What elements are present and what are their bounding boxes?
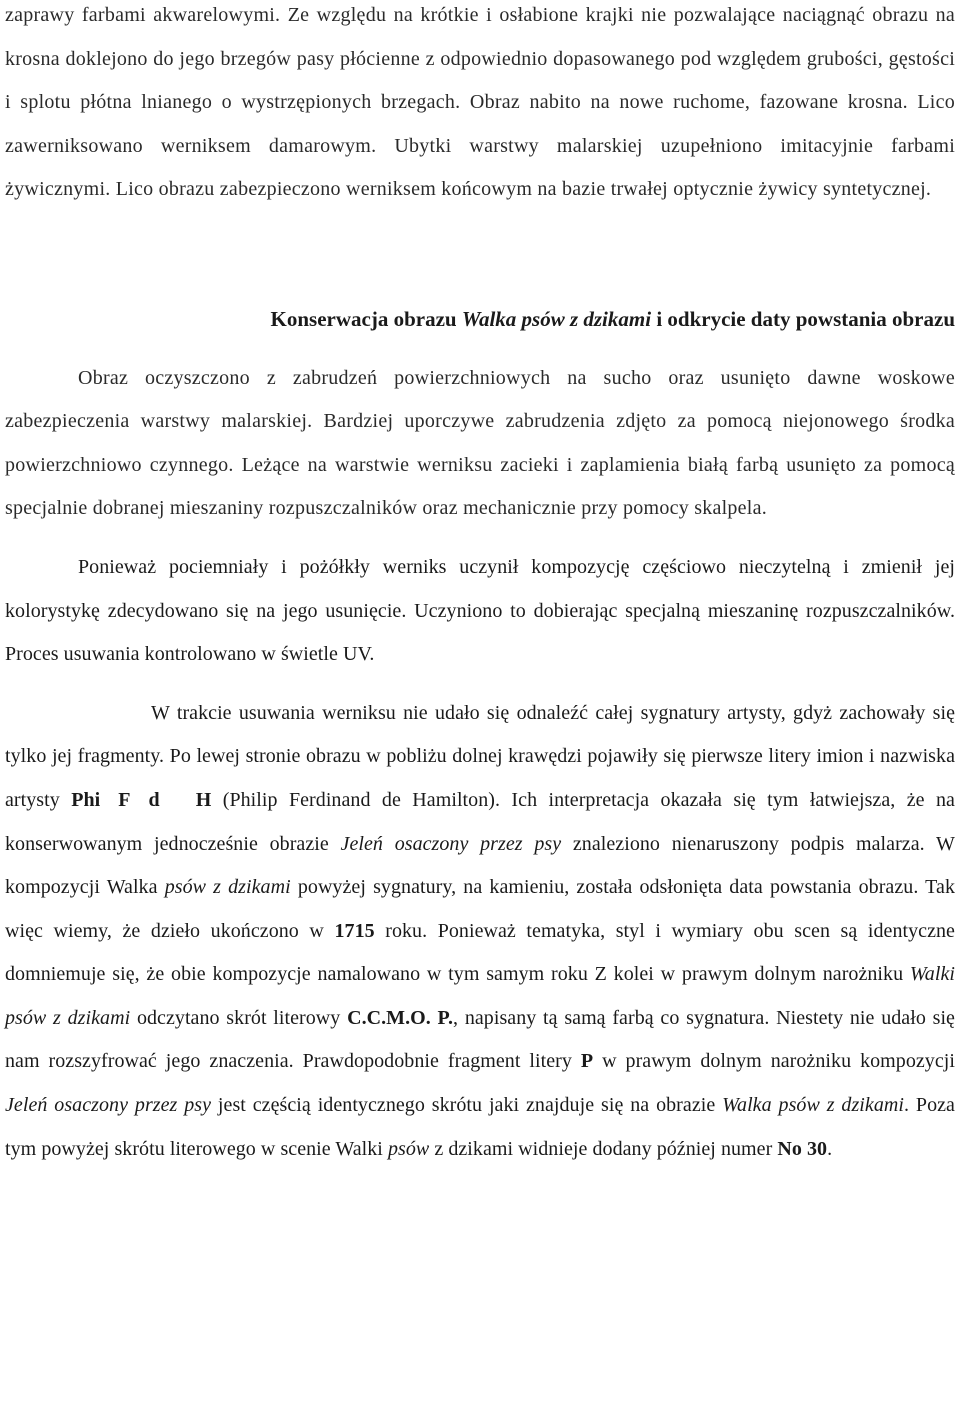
painting-year: 1715: [334, 919, 375, 942]
text-run: (Philip Ferdinand de Hamilton). Ich interpretacja okazała się tym łatwiejsza, że na konserwowanym jednocześnie obrazie: [5, 788, 955, 855]
paragraph-signature-discovery: [5, 692, 955, 1172]
text-run: w prawym dolnym narożniku kompozycji: [593, 1050, 955, 1073]
paragraph-canvas-treatment: zaprawy farbami akwarelowymi. Ze względu na krótkie i osłabione krajki nie pozwalające naciągnąć obrazu na krosna doklejono do jego brzegów pasy płócienne z odpowiednio dopasowanego pod względem grubości, gęstości i splotu płótna lnianego o wystrzępionych brzegach. Obraz nabito na nowe ruchome, fazowane krosna. Lico zawerniksowano werniksem damarowym. Ubytki warstwy malarskiej uzupełniono imitacyjnie farbami żywicznymi. Lico obrazu zabezpieczono werniksem końcowym na bazie trwałej optycznie żywicy syntetycznej.: [5, 4, 955, 201]
heading-text-before: Konserwacja obrazu: [270, 306, 462, 331]
painting-title: psów z dzikami: [164, 876, 291, 899]
signature-fragment: d: [148, 788, 160, 811]
letter-fragment: P: [580, 1050, 594, 1073]
text-run: jest częścią identycznego skrótu jaki znajduje się na obrazie: [211, 1094, 723, 1117]
letter-abbreviation: C.C.M.O. P.: [347, 1006, 454, 1029]
signature-fragment: Phi: [71, 788, 101, 811]
signature-fragment: H: [195, 788, 212, 811]
document-page: [5, 0, 955, 1171]
heading-painting-title: Walka psów z dzikami: [461, 306, 652, 331]
text-run: .: [827, 1137, 833, 1160]
text-run: roku. Ponieważ tematyka, styl i wymiary obu scen są identyczne domniemuje się, że obie kompozycje namalowano w tym samym roku Z kolei w prawym dolnym narożniku: [5, 919, 955, 986]
text-run: , napisany tą samą farbą co sygnatura. Niestety nie udało się nam rozszyfrować jego znaczenia. Prawdopodobnie fragment litery: [5, 1006, 955, 1073]
painting-title: Jeleń osaczony przez psy: [340, 832, 562, 855]
text-run: . Poza tym powyżej skrótu literowego w scenie Walki: [5, 1094, 955, 1160]
paragraph-cleaning: Obraz oczyszczono z zabrudzeń powierzchniowych na sucho oraz usunięto dawne woskowe zabezpieczenia warstwy malarskiej. Bardziej uporczywe zabrudzenia zdjęto za pomocą niejonowego środka powierzchniowo czynnego. Leżące na warstwie werniksu zacieki i zaplamienia białą farbą usunięto za pomocą specjalnie dobranej mieszaniny rozpuszczalników oraz mechanicznie przy pomocy skalpela.: [5, 366, 955, 520]
section-heading: [5, 298, 955, 342]
text-run: z dzikami widnieje dodany później numer: [429, 1137, 778, 1160]
signature-fragment: F: [118, 788, 131, 811]
heading-text-after: i odkrycie daty powstania obrazu: [651, 306, 955, 331]
text-run: W trakcie usuwania werniksu nie udało się odnaleźć całej sygnatury artysty, gdyż zachowały się tylko jej fragmenty. Po lewej stronie obrazu w pobliżu dolnej krawędzi pojawiły się pierwsze litery imion i nazwiska artysty: [5, 701, 955, 811]
paragraph-varnish-removal: Ponieważ pociemniały i pożółkły werniks uczynił kompozycję częściowo nieczytelną i zmienił jej kolorystykę zdecydowano się na jego usunięcie. Uczyniono to dobierając specjalną mieszaninę rozpuszczalników. Proces usuwania kontrolowano w świetle UV.: [5, 555, 955, 666]
text-run: znaleziono nienaruszony podpis malarza. W kompozycji Walka: [5, 832, 955, 899]
text-run: powyżej sygnatury, na kamieniu, została odsłonięta data powstania obrazu. Tak więc wiemy, że dzieło ukończono w: [5, 876, 956, 942]
painting-title: Jeleń osaczony przez psy: [5, 1094, 212, 1117]
inventory-number: No 30: [777, 1137, 828, 1160]
text-run: odczytano skrót literowy: [130, 1006, 348, 1029]
painting-title-fragment: psów: [387, 1137, 430, 1160]
painting-title: Walka psów z dzikami: [722, 1094, 904, 1117]
painting-title: Walki psów z dzikami: [5, 963, 955, 1029]
